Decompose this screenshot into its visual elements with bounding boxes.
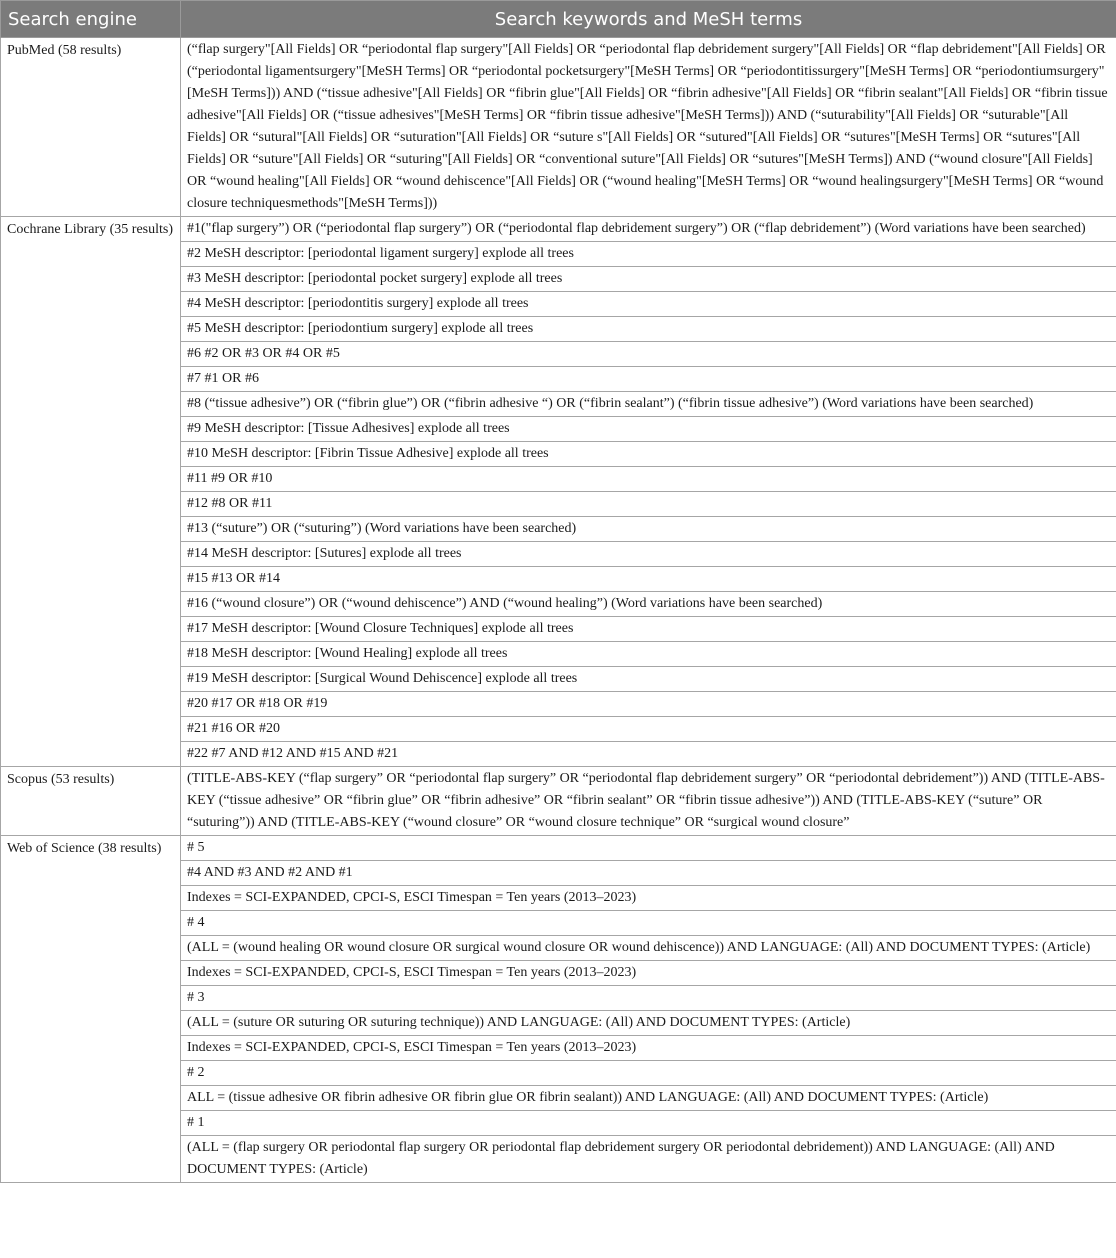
search-query-cell: # 4: [181, 911, 1116, 936]
search-query-cell: #3 MeSH descriptor: [periodontal pocket surgery] explode all trees: [181, 267, 1116, 292]
search-engine-cell: PubMed (58 results): [1, 38, 181, 217]
search-query-cell: ALL = (tissue adhesive OR fibrin adhesive OR fibrin glue OR fibrin sealant)) AND LANGUAGE: (All) AND DOCUMENT TYPES: (Article): [181, 1086, 1116, 1111]
search-query-cell: #21 #16 OR #20: [181, 717, 1116, 742]
search-query-cell: Indexes = SCI-EXPANDED, CPCI-S, ESCI Timespan = Ten years (2013–2023): [181, 1036, 1116, 1061]
search-query-cell: #11 #9 OR #10: [181, 467, 1116, 492]
search-query-cell: #4 AND #3 AND #2 AND #1: [181, 861, 1116, 886]
search-query-cell: #9 MeSH descriptor: [Tissue Adhesives] explode all trees: [181, 417, 1116, 442]
search-query-cell: (“flap surgery"[All Fields] OR “periodontal flap surgery"[All Fields] OR “periodontal flap debridement surgery"[All Fields] OR “flap debridement"[All Fields] OR (“periodontal ligamentsurgery"[MeSH Terms] OR “periodontal pocketsurgery"[MeSH Terms] OR “periodontitissurgery"[MeSH Terms] OR “periodontiumsurgery"[MeSH Terms])) AND (“tissue adhesive"[All Fields] OR “fibrin glue"[All Fields] OR “fibrin adhesive"[All Fields] OR “fibrin sealant"[All Fields] OR “fibrin tissue adhesive"[All Fields] OR (“tissue adhesives"[MeSH Terms] OR “fibrin tissue adhesive"[MeSH Terms])) AND (“suturability"[All Fields] OR “suturable"[All Fields] OR “sutural"[All Fields] OR “suturation"[All Fields] OR “suture s"[All Fields] OR “sutured"[All Fields] OR “sutures"[MeSH Terms] OR “sutures"[All Fields] OR “suture"[All Fields] OR “suturing"[All Fields] OR “conventional suture"[All Fields] OR “sutures"[MeSH Terms]) AND (“wound closure"[All Fields] OR “wound healing"[All Fields] OR “wound dehiscence"[All Fields] OR (“wound healing"[MeSH Terms] OR “wound healingsurgery"[MeSH Terms] OR “wound closure techniquesmethods"[MeSH Terms])): [181, 38, 1116, 217]
search-query-cell: #5 MeSH descriptor: [periodontium surgery] explode all trees: [181, 317, 1116, 342]
table-row: [1, 38, 1116, 217]
search-query-cell: #19 MeSH descriptor: [Surgical Wound Dehiscence] explode all trees: [181, 667, 1116, 692]
search-query-cell: #14 MeSH descriptor: [Sutures] explode all trees: [181, 542, 1116, 567]
search-query-cell: #13 (“suture”) OR (“suturing”) (Word variations have been searched): [181, 517, 1116, 542]
search-engine-cell: Scopus (53 results): [1, 767, 181, 836]
header-row: [1, 1, 1116, 38]
search-query-cell: #7 #1 OR #6: [181, 367, 1116, 392]
search-query-cell: #6 #2 OR #3 OR #4 OR #5: [181, 342, 1116, 367]
search-engine-cell: Web of Science (38 results): [1, 836, 181, 1183]
search-query-cell: #15 #13 OR #14: [181, 567, 1116, 592]
search-query-cell: #8 (“tissue adhesive”) OR (“fibrin glue”) OR (“fibrin adhesive “) OR (“fibrin sealant”) (“fibrin tissue adhesive”) (Word variations have been searched): [181, 392, 1116, 417]
table-row: [1, 836, 1116, 861]
search-query-cell: #10 MeSH descriptor: [Fibrin Tissue Adhesive] explode all trees: [181, 442, 1116, 467]
search-query-cell: #17 MeSH descriptor: [Wound Closure Techniques] explode all trees: [181, 617, 1116, 642]
search-query-cell: Indexes = SCI-EXPANDED, CPCI-S, ESCI Timespan = Ten years (2013–2023): [181, 961, 1116, 986]
search-query-cell: #20 #17 OR #18 OR #19: [181, 692, 1116, 717]
table-header: [1, 1, 1116, 38]
search-query-cell: # 3: [181, 986, 1116, 1011]
search-query-cell: (ALL = (wound healing OR wound closure OR surgical wound closure OR wound dehiscence)) AND LANGUAGE: (All) AND DOCUMENT TYPES: (Article): [181, 936, 1116, 961]
header-search-engine: Search engine: [1, 1, 181, 38]
search-query-cell: # 5: [181, 836, 1116, 861]
table-row: [1, 217, 1116, 242]
search-query-cell: #16 (“wound closure”) OR (“wound dehiscence”) AND (“wound healing”) (Word variations have been searched): [181, 592, 1116, 617]
search-query-cell: #1("flap surgery”) OR (“periodontal flap surgery”) OR (“periodontal flap debridement surgery”) OR (“flap debridement”) (Word variations have been searched): [181, 217, 1116, 242]
table-body: [1, 38, 1116, 1183]
search-query-cell: (TITLE-ABS-KEY (“flap surgery” OR “periodontal flap surgery” OR “periodontal flap debridement surgery” OR “periodontal debridement”)) AND (TITLE-ABS-KEY (“tissue adhesive” OR “fibrin glue” OR “fibrin adhesive” OR “fibrin sealant” OR “fibrin tissue adhesive”)) AND (TITLE-ABS-KEY (“suture” OR “suturing”)) AND (TITLE-ABS-KEY (“wound closure” OR “wound closure technique” OR “surgical wound closure”: [181, 767, 1116, 836]
search-query-cell: (ALL = (flap surgery OR periodontal flap surgery OR periodontal flap debridement surgery OR periodontal debridement)) AND LANGUAGE: (All) AND DOCUMENT TYPES: (Article): [181, 1136, 1116, 1183]
table-row: [1, 767, 1116, 836]
search-query-cell: #2 MeSH descriptor: [periodontal ligament surgery] explode all trees: [181, 242, 1116, 267]
search-engine-cell: Cochrane Library (35 results): [1, 217, 181, 767]
search-query-cell: #18 MeSH descriptor: [Wound Healing] explode all trees: [181, 642, 1116, 667]
search-query-cell: #4 MeSH descriptor: [periodontitis surgery] explode all trees: [181, 292, 1116, 317]
search-query-cell: #22 #7 AND #12 AND #15 AND #21: [181, 742, 1116, 767]
header-search-keywords: Search keywords and MeSH terms: [181, 1, 1116, 38]
search-query-cell: Indexes = SCI-EXPANDED, CPCI-S, ESCI Timespan = Ten years (2013–2023): [181, 886, 1116, 911]
search-query-cell: (ALL = (suture OR suturing OR suturing technique)) AND LANGUAGE: (All) AND DOCUMENT TYPES: (Article): [181, 1011, 1116, 1036]
search-query-cell: # 1: [181, 1111, 1116, 1136]
search-query-cell: # 2: [181, 1061, 1116, 1086]
search-query-cell: #12 #8 OR #11: [181, 492, 1116, 517]
